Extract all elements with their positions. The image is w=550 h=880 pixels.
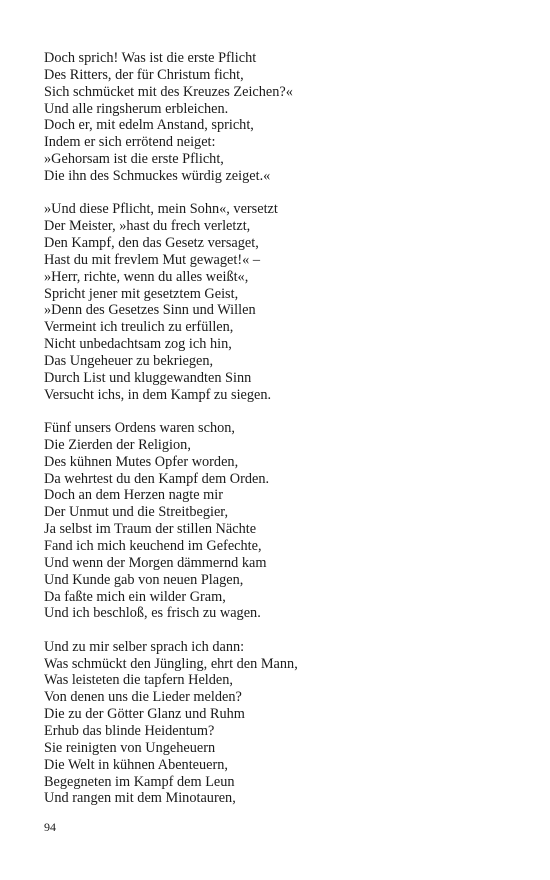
- verse-line: Und alle ringsherum erbleichen.: [44, 100, 229, 117]
- verse-line: Sie reinigten von Ungeheuern: [44, 739, 216, 756]
- verse-line: Sich schmücket mit des Kreuzes Zeichen?«: [44, 83, 293, 100]
- verse-line: Die Zierden der Religion,: [44, 436, 191, 453]
- verse-line: Die ihn des Schmuckes würdig zeiget.«: [44, 167, 271, 184]
- verse-line: Erhub das blinde Heidentum?: [44, 723, 215, 739]
- verse-line: Spricht jener mit gesetztem Geist,: [44, 285, 239, 302]
- verse-line: Vermeint ich treulich zu erfüllen,: [44, 319, 234, 336]
- verse-line: Des kühnen Mutes Opfer worden,: [44, 453, 239, 470]
- stanza-3: [44, 420, 514, 622]
- verse-line: »Herr, richte, wenn du alles weißt«,: [44, 268, 249, 285]
- verse-line: Nicht unbedachtsam zog ich hin,: [44, 336, 232, 353]
- verse-line: Indem er sich errötend neiget:: [44, 134, 216, 151]
- stanza-2: [44, 201, 514, 403]
- verse-line: Doch er, mit edelm Anstand, spricht,: [44, 117, 254, 134]
- verse-line: Fünf unsers Ordens waren schon,: [44, 420, 235, 437]
- verse-line: Die zu der Götter Glanz und Ruhm: [44, 706, 245, 723]
- stanza-4: [44, 639, 514, 807]
- verse-line: Den Kampf, den das Gesetz versaget,: [44, 235, 259, 252]
- verse-line: Versucht ichs, in dem Kampf zu siegen.: [44, 386, 272, 403]
- page-number: 94: [44, 820, 56, 834]
- poem-text: [44, 50, 514, 824]
- verse-line: Das Ungeheuer zu bekriegen,: [44, 352, 214, 369]
- verse-line: »Gehorsam ist die erste Pflicht,: [44, 151, 224, 168]
- verse-line: Durch List und kluggewandten Sinn: [44, 369, 252, 386]
- verse-line: Der Meister, »hast du frech verletzt,: [44, 218, 251, 235]
- verse-line: Und ich beschloß, es frisch zu wagen.: [44, 605, 261, 622]
- verse-line: Doch an dem Herzen nagte mir: [44, 487, 224, 504]
- verse-line: Da faßte mich ein wilder Gram,: [44, 588, 226, 605]
- verse-line: Und wenn der Morgen dämmernd kam: [44, 554, 267, 571]
- stanza-1: [44, 50, 514, 185]
- verse-line: Was schmückt den Jüngling, ehrt den Mann,: [44, 655, 298, 672]
- verse-line: Begegneten im Kampf dem Leun: [44, 773, 235, 790]
- verse-line: Der Unmut und die Streitbegier,: [44, 504, 229, 521]
- verse-line: Hast du mit frevlem Mut gewaget!« –: [44, 251, 260, 268]
- verse-line: Was leisteten die tapfern Helden,: [44, 672, 234, 689]
- verse-line: Die Welt in kühnen Abenteuern,: [44, 756, 229, 773]
- verse-line: Und zu mir selber sprach ich dann:: [44, 638, 245, 655]
- verse-line: Des Ritters, der für Christum ficht,: [44, 66, 244, 83]
- verse-line: Und rangen mit dem Minotauren,: [44, 790, 236, 807]
- verse-line: Ja selbst im Traum der stillen Nächte: [44, 521, 257, 538]
- verse-line: Doch sprich! Was ist die erste Pflicht: [44, 50, 257, 66]
- verse-line: Fand ich mich keuchend im Gefechte,: [44, 537, 262, 554]
- verse-line: Von denen uns die Lieder melden?: [44, 689, 242, 706]
- verse-line: »Und diese Pflicht, mein Sohn«, versetzt: [44, 201, 278, 218]
- verse-line: Und Kunde gab von neuen Plagen,: [44, 571, 244, 588]
- verse-line: Da wehrtest du den Kampf dem Orden.: [44, 470, 270, 487]
- verse-line: »Denn des Gesetzes Sinn und Willen: [44, 302, 256, 319]
